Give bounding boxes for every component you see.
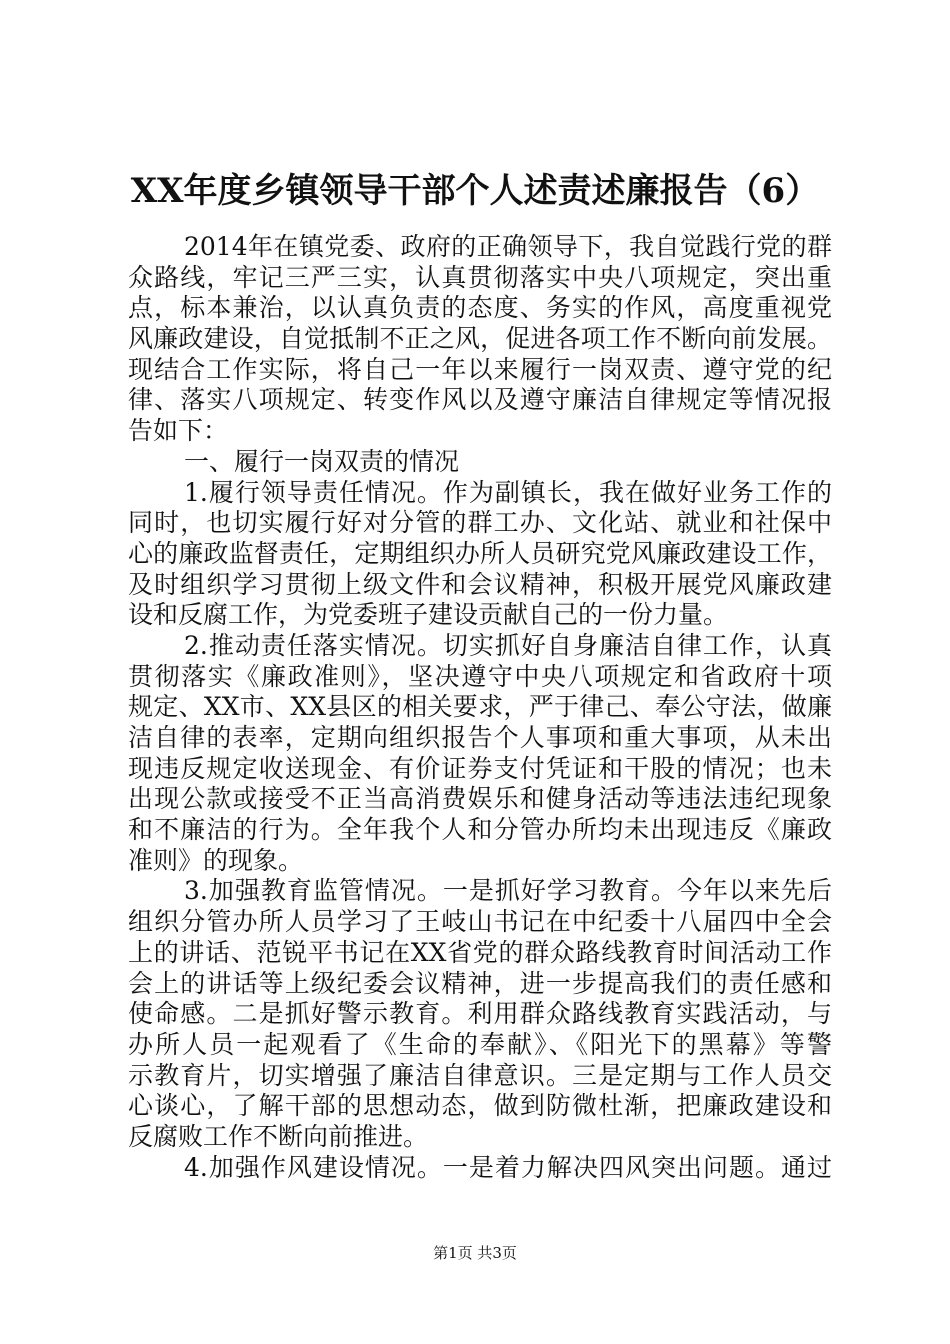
text-line: 心谈心，了解干部的思想动态，做到防微杜渐，把廉政建设和 [128,1091,832,1121]
text-line: 和不廉洁的行为。全年我个人和分管办所均未出现违反《廉政 [128,815,832,845]
text-line: 示教育片，切实增强了廉洁自律意识。三是定期与工作人员交 [128,1060,832,1090]
text-line: 现违反规定收送现金、有价证券支付凭证和干股的情况；也未 [128,753,832,783]
text-line: 上的讲话、范锐平书记在XX省党的群众路线教育时间活动工作 [128,937,832,967]
document-title: XX年度乡镇领导干部个人述责述廉报告（6） [130,171,820,211]
text-line: 风廉政建设，自觉抵制不正之风，促进各项工作不断向前发展。 [128,324,832,354]
text-line: 及时组织学习贯彻上级文件和会议精神，积极开展党风廉政建 [128,569,832,599]
text-line: 洁自律的表率，定期向组织报告个人事项和重大事项，从未出 [128,723,832,752]
text-line: 点，标本兼治，以认真负责的态度、务实的作风，高度重视党 [128,293,832,323]
text-line: 会上的讲话等上级纪委会议精神，进一步提高我们的责任感和 [128,968,832,998]
text-line: 设和反腐工作，为党委班子建设贡献自己的一份力量。 [128,600,729,630]
text-line: 使命感。二是抓好警示教育。利用群众路线教育实践活动，与 [128,999,832,1029]
paragraph [128,447,832,478]
paragraph [128,232,832,447]
paragraph [128,631,832,877]
text-line: 组织分管办所人员学习了王岐山书记在中纪委十八届四中全会 [128,907,832,937]
text-line: 1.履行领导责任情况。作为副镇长，我在做好业务工作的 [184,477,832,507]
text-line: 告如下： [128,416,229,446]
text-line: 4.加强作风建设情况。一是着力解决四风突出问题。通过 [184,1152,832,1182]
text-line: 律、落实八项规定、转变作风以及遵守廉洁自律规定等情况报 [128,385,832,415]
text-line: 贯彻落实《廉政准则》，坚决遵守中央八项规定和省政府十项 [128,661,832,691]
text-line: 心的廉政监督责任，定期组织办所人员研究党风廉政建设工作， [128,538,832,568]
text-line: 2014年在镇党委、政府的正确领导下，我自觉践行党的群 [184,232,832,261]
text-line: 规定、XX市、XX县区的相关要求，严于律己、奉公守法，做廉 [128,692,832,722]
paragraph [128,478,832,631]
text-line: 2.推动责任落实情况。切实抓好自身廉洁自律工作，认真 [184,630,832,660]
document-body [128,232,832,1183]
text-line: 现结合工作实际，将自己一年以来履行一岗双责、遵守党的纪 [128,354,832,384]
paragraph [128,876,832,1152]
text-line: 出现公款或接受不正当高消费娱乐和健身活动等违法违纪现象 [128,784,832,814]
text-line: 反腐败工作不断向前推进。 [128,1121,429,1151]
page-footer: 第1页 共3页 [433,1244,517,1262]
paragraph [128,1153,832,1184]
text-line: 准则》的现象。 [128,845,304,875]
text-line: 众路线，牢记三严三实，认真贯彻落实中央八项规定，突出重 [128,262,832,292]
text-line: 同时，也切实履行好对分管的群工办、文化站、就业和社保中 [128,508,832,538]
text-line: 办所人员一起观看了《生命的奉献》、《阳光下的黑幕》等警 [128,1029,832,1059]
text-line: 一、履行一岗双责的情况 [184,446,460,476]
text-line: 3.加强教育监管情况。一是抓好学习教育。今年以来先后 [184,876,832,906]
